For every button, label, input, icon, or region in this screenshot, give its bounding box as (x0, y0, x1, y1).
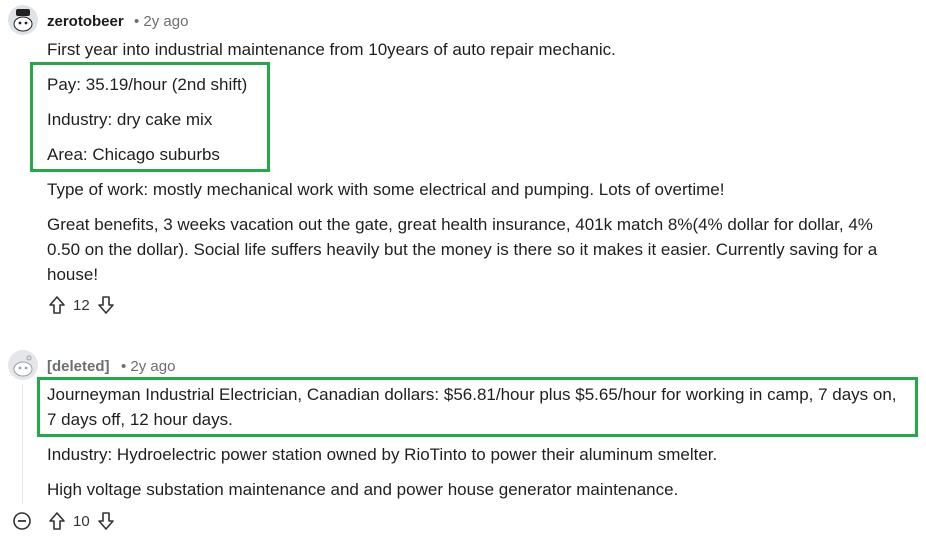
vote-score: 12 (73, 296, 90, 314)
comment-text-area: Area: Chicago suburbs (47, 145, 220, 164)
avatar (8, 350, 38, 380)
downvote-icon[interactable] (96, 295, 116, 315)
vote-bar (47, 295, 116, 315)
comment-text-journeyman-line-2: 7 days off, 12 hour days. (47, 410, 233, 429)
comment-text-benefits-line-2: 0.50 on the dollar). Social life suffers heavily but the money is there so it makes it easier. Currently saving for a (47, 240, 878, 259)
comment-username[interactable]: zerotobeer (47, 13, 124, 30)
avatar[interactable] (8, 5, 38, 35)
comment-timestamp: • 2y ago (134, 13, 189, 30)
vote-score: 10 (73, 512, 90, 530)
comment-text-maintenance: High voltage substation maintenance and and power house generator maintenance. (47, 480, 679, 499)
comment-text-industry: Industry: dry cake mix (47, 110, 213, 129)
downvote-icon[interactable] (96, 511, 116, 531)
comment-text-benefits-line-3: house! (47, 265, 99, 284)
comment-text-benefits-line-1: Great benefits, 3 weeks vacation out the gate, great health insurance, 401k match 8%(4% dollar for dollar, 4% (47, 215, 873, 234)
thread-line[interactable] (22, 384, 23, 504)
comment-text-pay: Pay: 35.19/hour (2nd shift) (47, 75, 248, 94)
comment-username: [deleted] (47, 358, 110, 375)
comment-text-journeyman-line-1: Journeyman Industrial Electrician, Canadian dollars: $56.81/hour plus $5.65/hour for working in camp, 7 days on, (47, 385, 897, 404)
upvote-icon[interactable] (47, 295, 67, 315)
comment-text-industry: Industry: Hydroelectric power station owned by RioTinto to power their aluminum smelter. (47, 445, 718, 464)
comment-text-type-of-work: Type of work: mostly mechanical work with some electrical and pumping. Lots of overtime! (47, 180, 725, 199)
collapse-icon[interactable] (12, 511, 32, 531)
upvote-icon[interactable] (47, 511, 67, 531)
comment-text-intro: First year into industrial maintenance from 10years of auto repair mechanic. (47, 40, 616, 59)
vote-bar (47, 511, 116, 531)
comment-timestamp: • 2y ago (121, 358, 176, 375)
